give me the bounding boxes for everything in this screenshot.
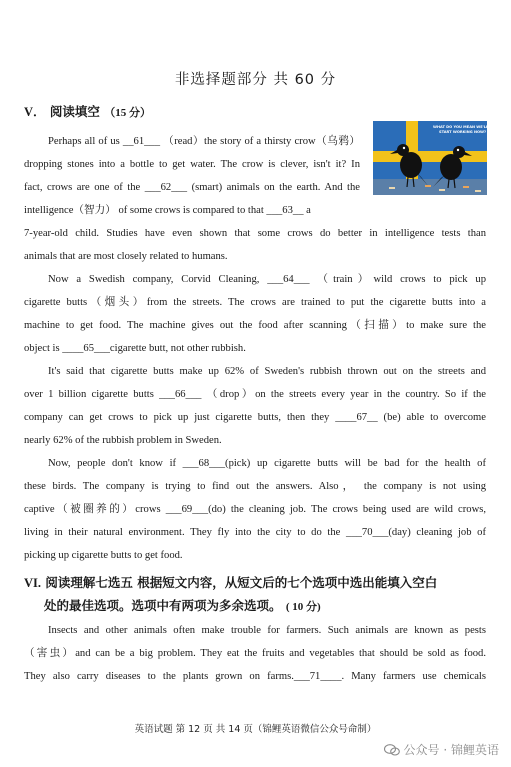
section-vi-title-line1: 阅读理解七选五 根据短文内容，从短文后的七个选项中选出能填入空白 (45, 575, 438, 590)
page-title: 非选择题部分 共 60 分 (174, 72, 337, 88)
passage-line: over 1 billion cigarette butts ___66___ （drop）on the streets every year in the country. So if the (24, 389, 486, 400)
passage-line: Perhaps all of us __61___ （read）the story of a thirsty crow（乌鸦） (48, 136, 360, 147)
page-footer: 英语试题 第 12 页 共 14 页（锦鲤英语微信公众号命制） (134, 724, 377, 735)
passage-line: Insects and other animals often make trouble for farmers. Such animals are known as pests (48, 625, 486, 636)
watermark-text: 公众号 · 锦鲤英语 (403, 743, 499, 757)
section-vi-heading (24, 572, 487, 594)
passage-line: these birds. The company is trying to find out the answers. Also， the company is not using (24, 481, 486, 492)
passage-line: Now a Swedish company, Corvid Cleaning, ___64___ （train）wild crows to pick up (48, 274, 486, 285)
passage-line: machine to get food. The machine gives out the food after scanning（扫描）to make sure the (24, 320, 486, 331)
section-v-heading (24, 101, 151, 124)
passage-line: object is ____65___cigarette butt, not other rubbish. (24, 343, 246, 354)
section-vi-points: ( 10 分) (285, 601, 321, 613)
section-vi-heading-line2 (44, 595, 321, 618)
passage-line: nearly 62% of the rubbish problem in Sweden. (24, 435, 222, 446)
passage-line: dropping stones into a bottle to get water. The crow is clever, isn't it? In (24, 159, 360, 170)
section-v-title: 阅读填空 (49, 104, 100, 119)
wechat-icon (384, 744, 400, 756)
passage-line: picking up cigarette butts to get food. (24, 550, 183, 561)
section-v-numeral: V． (24, 105, 46, 119)
crow-illustration (373, 121, 508, 195)
passage-line: （害虫）and can be a big problem. They eat the fruits and vegetables that should be sold as food. (24, 648, 486, 659)
section-v-points: （15 分） (104, 107, 152, 119)
passage-line: intelligence（智力） of some crows is compared to that ___63__ a (24, 205, 311, 216)
passage-line: animals that are most closely related to humans. (24, 251, 228, 262)
passage-line: company can get crows to pick up just cigarette butts, then they ____67__ (be) able to overcome (24, 412, 486, 423)
passage-line: It's said that cigarette butts make up 62% of Sweden's rubbish thrown out on the streets and (48, 366, 486, 377)
passage-line: They also carry diseases to the plants grown on farms.___71____. Many farmers use chemicals (24, 671, 486, 682)
section-vi-numeral: VI. (24, 576, 42, 590)
passage-line: fact, crows are one of the ___62___ (smart) animals on the earth. And the (24, 182, 360, 193)
watermark (384, 741, 499, 758)
passage-line: captive（被圈养的）crows ___69___(do) the cleaning job. The crows being used are wild crows, (24, 504, 486, 515)
passage-line: 7-year-old child. Studies have even shown that some crows do better in intelligence tests than (24, 228, 486, 239)
illustration-caption: WHAT DO YOU MEAN WE'LL HAVE TO START WORKING NOW? (433, 125, 508, 134)
section-vi-title-line2: 处的最佳选项。选项中有两项为多余选项。 (44, 598, 282, 613)
passage-line: Now, people don't know if ___68___(pick) up cigarette butts will be bad for the health of (48, 458, 486, 469)
passage-line: cigarette butts（烟头）from the streets. The crows are trained to put the cigarette butts into a (24, 297, 486, 308)
passage-line: living in their natural environment. They fly into the city to do the ___70___(day) cleaning job of (24, 527, 486, 538)
